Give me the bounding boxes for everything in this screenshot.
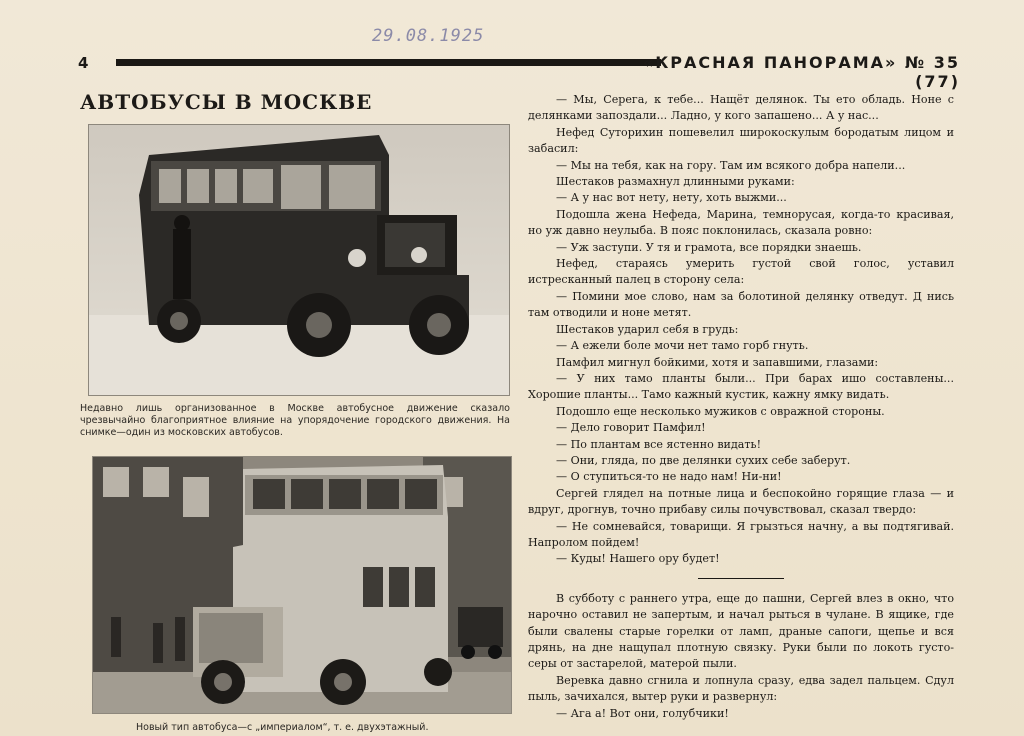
story-paragraph: — По плантам все ястенно видать!	[556, 437, 762, 451]
story-paragraph: Подошла жена Нефеда, Марина, темнорусая, когда-то красивая, но уж давно неулыба. В пояс поклонилась, сказала ровно:	[528, 207, 954, 238]
photo-caption-bottom: Новый тип автобуса—с „империалом“, т. е. двухэтажный.	[136, 722, 429, 733]
story-paragraph: Веревка давно сгнила и лопнула сразу, едва задел пальцем. Сдул пыль, зачихался, вытер руки и развернул:	[528, 673, 954, 704]
story-paragraph: — Дело говорит Памфил!	[556, 421, 706, 435]
story-paragraph: Памфил мигнул бойкими, хотя и запавшими, глазами:	[556, 355, 879, 369]
story-paragraph: — Не сомневайся, товарищи. Я грызться начну, а вы подтягивай. Напролом пойдем!	[528, 519, 954, 549]
story-paragraph: — Уж заступи. У тя и грамота, все порядки знаешь.	[556, 240, 862, 254]
story-paragraph: Шестаков размахнул длинными руками:	[556, 175, 795, 189]
page-number: 4	[78, 54, 89, 72]
masthead: «КРАСНАЯ ПАНОРАМА» № 35 (77)	[642, 53, 960, 91]
story-paragraph: Нефед, стараясь умерить густой свой голос, уставил истресканный палец в сторону села:	[528, 257, 954, 287]
story-paragraph: — О ступиться-то не надо нам! Ни-ни!	[556, 470, 782, 484]
bus-photo-top	[88, 124, 510, 396]
story-paragraph: — Мы, Серега, к тебе... Нащёт делянок. Ты ето обладь. Ноне с делянками запоздали... Ладно, у кого запашено... А у нас...	[528, 93, 954, 123]
story-paragraph: Шестаков ударил себя в грудь:	[556, 322, 739, 336]
story-paragraph: — У них тамо планты были... При барах ишо составлены... Хорошие планты... Тамо кажный кустик, кажну ямку видать.	[528, 371, 954, 402]
story-paragraph: — Они, гляда, по две делянки сухих себе заберут.	[556, 453, 851, 467]
handwritten-date: 29.08.1925	[372, 26, 485, 46]
story-paragraph: — Мы на тебя, как на гору. Там им всякого добра напели...	[556, 158, 906, 172]
story-paragraph: Сергей глядел на потные лица и беспокойно горящие глаза — и вдруг, дрогнув, точно прибаву силы почувствовал, сказал твердо:	[528, 486, 954, 517]
story-paragraph: — А ежели боле мочи нет тамо горб гнуть.	[556, 339, 809, 353]
story-paragraph: В субботу с раннего утра, еще до пашни, Сергей влез в окно, что нарочно оставил не запертым, и начал рыться в чулане. В ящике, где были свалены старые горелки от ламп, драные сапоги, щепье и вся дрянь, на дне нащупал плотную связку. Руки были по локоть густо-серы от застарелой, матерой пыли.	[528, 591, 954, 671]
story-paragraph: Нефед Суторихин пошевелил широкоскулым бородатым лицом и забасил:	[528, 125, 954, 156]
page-header	[78, 52, 960, 91]
section-divider	[698, 578, 784, 579]
photo-caption-top: Недавно лишь организованное в Москве автобусное движение сказало чрезвычайно благоприятное влияние на упорядочение городского движения. На снимке—один из московских автобусов.	[80, 403, 510, 438]
story-paragraph: — А у нас вот нету, нету, хоть выжми...	[556, 191, 787, 205]
story-column	[528, 92, 954, 722]
story-paragraph: Подошло еще несколько мужиков с овражной стороны.	[556, 404, 885, 418]
story-paragraph: — Куды! Нашего ору будет!	[556, 552, 720, 566]
story-part-one	[528, 92, 954, 568]
headline: АВТОБУСЫ В МОСКВЕ	[80, 90, 373, 114]
story-paragraph: — Помини мое слово, нам за болотиной делянку отведут. Д нись там отводили и ноне метят.	[528, 289, 954, 320]
story-part-two	[528, 591, 954, 722]
header-rule	[116, 59, 661, 66]
story-paragraph: — Ага а! Вот они, голубчики!	[556, 706, 729, 720]
bus-photo-bottom	[92, 456, 512, 714]
